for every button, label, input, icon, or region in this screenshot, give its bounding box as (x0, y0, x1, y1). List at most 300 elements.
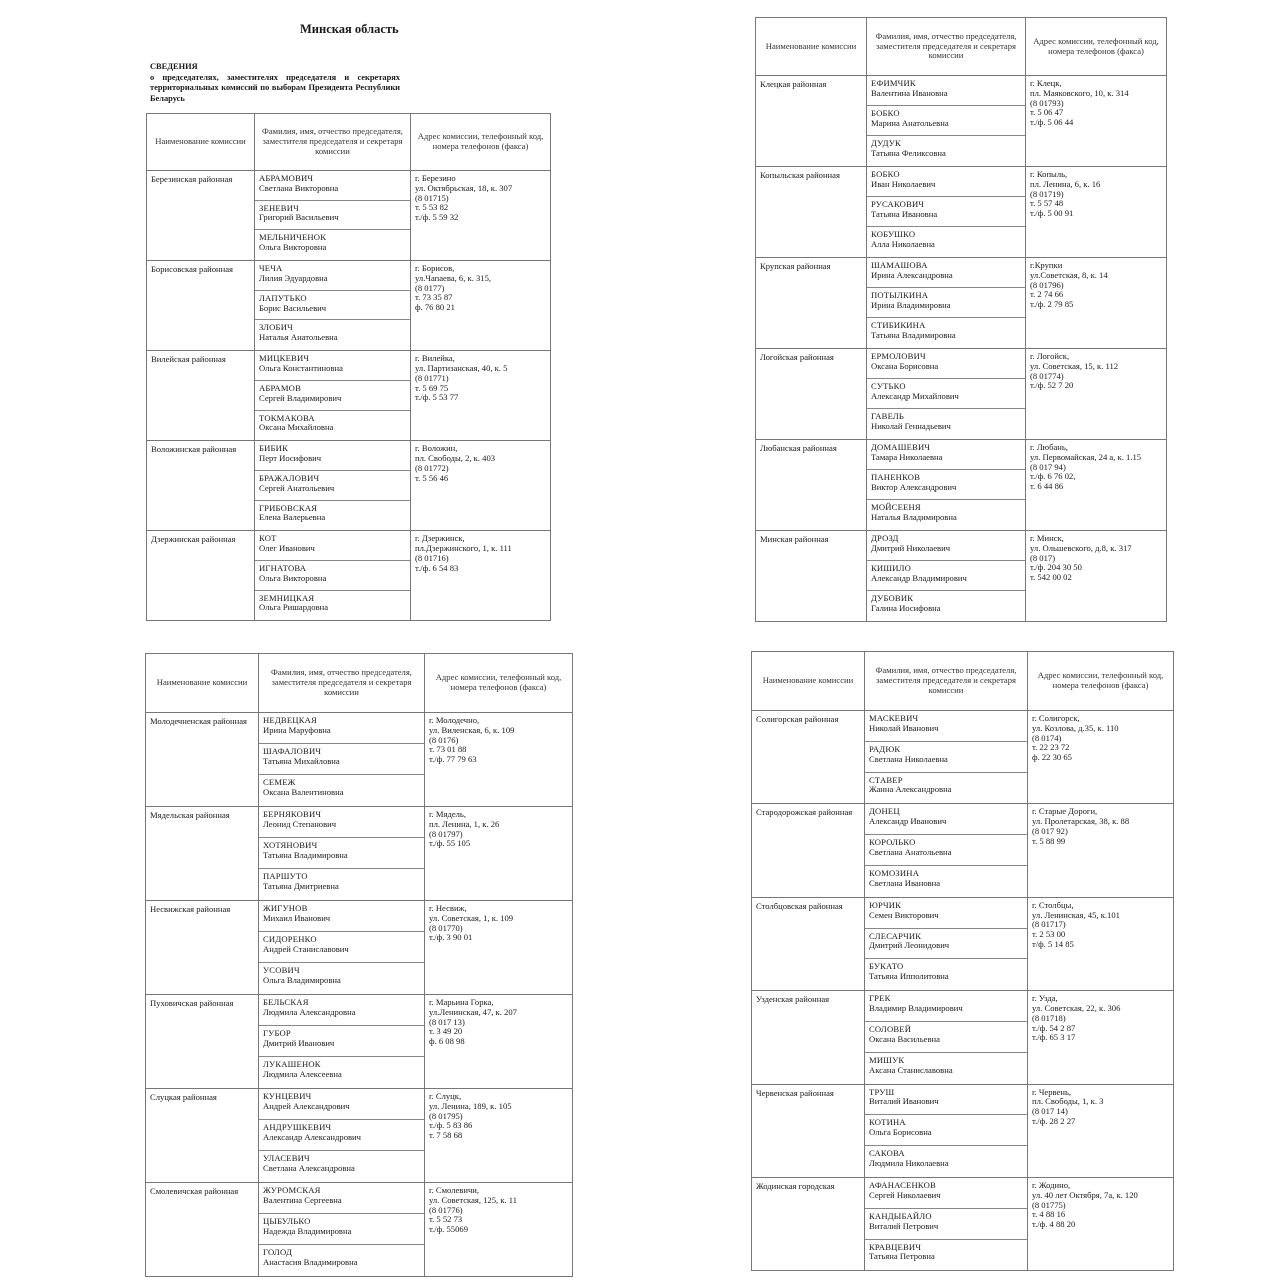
address-city: г. Узда, (1032, 993, 1058, 1004)
phone-number: т./ф. 3 90 01 (429, 932, 473, 943)
commission-address (425, 901, 573, 995)
address-city: г. Копыль, (1030, 169, 1068, 179)
header-commission-name: Наименование комиссии (756, 18, 867, 76)
commission-row (147, 441, 551, 531)
member-given-names: Ольга Борисовна (869, 1127, 932, 1138)
commission-row (752, 804, 1174, 897)
member-given-names: Наталья Владимировна (871, 511, 957, 522)
member-given-names: Елена Валерьевна (259, 512, 326, 523)
member-entry (259, 713, 424, 744)
member-given-names: Светлана Александровна (263, 1162, 355, 1173)
member-given-names: Марина Анатольевна (871, 117, 949, 128)
address-street: пл.Дзержинского, 1, к. 111 (415, 543, 512, 554)
commission-address (411, 531, 551, 621)
members-cell (255, 441, 411, 531)
phone-number: т. 7 58 68 (429, 1130, 463, 1141)
phone-number: т./ф. 55069 (429, 1224, 468, 1235)
member-surname: ГОЛОД (263, 1247, 293, 1257)
address-street: ул. Советская, 1, к. 109 (429, 912, 514, 923)
phone-number: т./ф. 5 83 86 (429, 1120, 473, 1131)
member-surname: РУСАКОВИЧ (871, 199, 925, 209)
member-surname: СОЛОВЕЙ (869, 1023, 912, 1034)
phone-number: т./ф. 6 54 83 (415, 562, 459, 573)
member-surname: МЕЛЬНИЧЕНОК (259, 232, 327, 243)
commission-address (1026, 258, 1167, 349)
address-street: ул. Советская, 15, к. 112 (1030, 360, 1119, 371)
phone-number: т./ф. 6 76 02, (1030, 471, 1076, 482)
member-given-names: Иван Николаевич (871, 178, 936, 189)
commission-name: Мядельская районная (146, 807, 259, 901)
member-entry (259, 1245, 424, 1276)
commission-name: Солигорская районная (752, 711, 865, 804)
member-surname: БОБКО (871, 169, 900, 179)
member-given-names: Виталий Иванович (869, 1096, 939, 1107)
address-street: пл. Ленина, 1, к. 26 (429, 818, 500, 829)
members-cell (259, 1089, 425, 1183)
member-surname: СЛЕСАРЧИК (869, 930, 922, 941)
phone-code: (8 01718) (1032, 1012, 1066, 1023)
member-surname: МАСКЕВИЧ (869, 713, 919, 723)
member-given-names: Сергей Николаевич (869, 1189, 941, 1200)
member-given-names: Татьяна Владимировна (263, 849, 348, 860)
phone-code: (8 01772) (415, 462, 449, 473)
phone-number: т. 5 53 82 (415, 202, 449, 213)
member-given-names: Оксана Михайловна (259, 422, 334, 433)
member-given-names: Светлана Викторовна (259, 182, 339, 193)
members-cell (255, 261, 411, 351)
commission-name: Минская районная (756, 531, 867, 622)
commission-address (425, 713, 573, 807)
members-cell (865, 897, 1028, 990)
member-given-names: Галина Иосифовна (871, 602, 941, 613)
member-entry (867, 197, 1025, 227)
member-given-names: Тамара Николаевна (871, 451, 943, 462)
member-entry (259, 932, 424, 963)
address-street: пл. Свободы, 2, к. 403 (415, 452, 496, 463)
member-surname: БОБКО (871, 108, 900, 118)
phone-number: т./ф. 5 59 32 (415, 212, 459, 223)
member-given-names: Татьяна Михайловна (263, 755, 340, 766)
commission-address (425, 1183, 573, 1277)
member-given-names: Ольга Викторовна (259, 242, 327, 253)
member-surname: БЕРНЯКОВИЧ (263, 809, 322, 819)
phone-number: т./ф. 2 79 85 (1030, 299, 1074, 310)
members-cell (259, 713, 425, 807)
header-members: Фамилия, имя, отчество председателя, заместителя председателя и секретаря комиссии (255, 114, 411, 171)
member-given-names: Оксана Валентиновна (263, 786, 344, 797)
panel-bottom-left (145, 653, 573, 1277)
panel-bottom-right (751, 651, 1174, 1271)
commission-address (1028, 711, 1174, 804)
address-city: г. Воложин, (415, 443, 458, 454)
phone-number: т. 542 00 02 (1030, 572, 1072, 583)
member-entry (865, 866, 1027, 897)
member-entry (259, 1089, 424, 1120)
phone-code: (8 01770) (429, 922, 463, 933)
member-entry (255, 381, 410, 411)
member-entry (259, 1057, 424, 1088)
member-surname: ДРОЗД (871, 533, 899, 543)
member-entry (259, 807, 424, 838)
member-surname: КОТИНА (869, 1117, 906, 1128)
member-surname: ИГНАТОВА (259, 562, 307, 573)
member-surname: АНДРУШКЕВИЧ (263, 1122, 332, 1132)
address-city: г. Логойск, (1030, 351, 1070, 361)
commission-row (147, 261, 551, 351)
members-cell (259, 995, 425, 1089)
member-given-names: Светлана Ивановна (869, 877, 941, 888)
header-address: Адрес комиссии, телефонный код, номера телефонов (факса) (1028, 652, 1174, 711)
address-city: г. Любань, (1030, 442, 1068, 452)
member-surname: ГАВЕЛЬ (871, 411, 905, 421)
phone-number: т./ф. 54 2 87 (1032, 1022, 1076, 1033)
phone-number: т. 73 01 88 (429, 744, 467, 755)
commission-address (411, 351, 551, 441)
member-entry (867, 409, 1025, 439)
commission-row (146, 995, 573, 1089)
members-cell (865, 1177, 1028, 1270)
member-given-names: Оксана Борисовна (871, 360, 939, 371)
member-entry (259, 901, 424, 932)
commission-name: Дзержинская районная (147, 531, 255, 621)
member-entry (865, 1022, 1027, 1053)
member-entry (867, 106, 1025, 136)
member-entry (867, 349, 1025, 379)
member-surname: ЦЫБУЛЬКО (263, 1216, 311, 1226)
member-entry (865, 898, 1027, 929)
phone-code: (8 0177) (415, 282, 445, 293)
member-given-names: Татьяна Петровна (869, 1251, 935, 1262)
address-street: ул. Ленина, 189, к. 105 (429, 1100, 512, 1111)
commission-name: Крупская районная (756, 258, 867, 349)
address-city: г. Вилейка, (415, 353, 455, 364)
commission-address (1028, 804, 1174, 897)
address-city: г. Солигорск, (1032, 713, 1080, 723)
header-address: Адрес комиссии, телефонный код, номера телефонов (факса) (411, 114, 551, 171)
address-street: ул. Виленская, 6, к. 109 (429, 724, 515, 735)
phone-code: (8 017 94) (1030, 461, 1066, 472)
commissions-table (145, 653, 573, 1277)
commission-address (411, 441, 551, 531)
commission-row (756, 258, 1167, 349)
member-surname: МОЙСЕЕНЯ (871, 502, 921, 512)
member-entry (255, 411, 410, 441)
member-surname: ТОКМАКОВА (259, 412, 315, 423)
member-surname: ЖИГУНОВ (263, 903, 308, 913)
commission-row (752, 897, 1174, 990)
address-city: г. Борисов, (415, 263, 455, 274)
address-city: г. Старые Дороги, (1032, 806, 1098, 817)
phone-number: т./ф. 28 2 27 (1032, 1115, 1076, 1126)
member-given-names: Ольга Ришардовна (259, 602, 329, 613)
member-surname: КОТ (259, 533, 277, 544)
phone-number: ф. 76 80 21 (415, 302, 455, 313)
address-city: г. Марьина Горка, (429, 997, 494, 1007)
member-surname: ДОМАШЕВИЧ (871, 442, 931, 452)
commission-row (752, 991, 1174, 1084)
address-city: г. Дзержинск, (415, 533, 465, 544)
address-city: г. Березино (415, 173, 456, 183)
member-surname: БУКАТО (869, 961, 904, 972)
member-given-names: Жанна Александровна (869, 784, 952, 795)
commissions-table (755, 17, 1167, 622)
member-given-names: Людмила Александровна (263, 1006, 356, 1017)
commission-name: Стародорожская районная (752, 804, 865, 897)
member-given-names: Ольга Викторовна (259, 572, 327, 583)
header-address: Адрес комиссии, телефонный код, номера телефонов (факса) (1026, 18, 1167, 76)
commission-name: Молодечненская районная (146, 713, 259, 807)
member-given-names: Андрей Александрович (263, 1100, 350, 1111)
member-surname: КИШИЛО (871, 563, 912, 573)
members-cell (867, 531, 1026, 622)
member-entry (259, 963, 424, 994)
phone-number: т./ф. 4 88 20 (1032, 1219, 1076, 1230)
phone-code: (8 017 92) (1032, 825, 1068, 836)
member-given-names: Валентина Ивановна (871, 87, 948, 98)
phone-number: т./ф. 52 7 20 (1030, 380, 1074, 391)
commission-address (1026, 440, 1167, 531)
member-entry (867, 136, 1025, 166)
member-given-names: Татьяна Ипполитовна (869, 971, 949, 982)
phone-number: т./ф. 65 3 17 (1032, 1032, 1076, 1043)
panel-top-left (146, 113, 551, 621)
member-entry (865, 1178, 1027, 1209)
header-commission-name: Наименование комиссии (147, 114, 255, 171)
member-surname: АФАНАСЕНКОВ (869, 1179, 936, 1190)
member-surname: МИШУК (869, 1054, 905, 1065)
commission-row (146, 901, 573, 995)
commission-name: Смолевичская районная (146, 1183, 259, 1277)
address-street: пл. Маяковского, 10, к. 314 (1030, 87, 1129, 98)
phone-number: т. 5 57 48 (1030, 198, 1064, 209)
member-surname: АБРАМОВ (259, 382, 302, 393)
member-entry (259, 1026, 424, 1057)
address-city: г. Молодечно, (429, 715, 480, 725)
members-cell (259, 807, 425, 901)
member-given-names: Григорий Васильевич (259, 212, 339, 223)
commission-row (756, 440, 1167, 531)
commission-address (411, 261, 551, 351)
member-entry (865, 711, 1027, 742)
phone-number: т. 5 56 46 (415, 472, 449, 483)
member-surname: КАНДЫБАЙЛО (869, 1210, 932, 1221)
member-given-names: Александр Иванович (869, 816, 947, 827)
commission-row (146, 713, 573, 807)
commission-row (146, 1089, 573, 1183)
member-surname: АБРАМОВИЧ (259, 173, 314, 183)
member-entry (865, 1115, 1027, 1146)
phone-code: (8 01771) (415, 372, 449, 383)
member-surname: КОМОЗИНА (869, 867, 920, 878)
member-surname: ДУДУК (871, 138, 901, 148)
commission-name: Копыльская районная (756, 167, 867, 258)
commission-address (1026, 76, 1167, 167)
member-given-names: Светлана Николаевна (869, 753, 948, 764)
commission-name: Слуцкая районная (146, 1089, 259, 1183)
phone-number: т./ф. 5 53 77 (415, 392, 459, 403)
member-given-names: Дмитрий Николаевич (871, 542, 951, 553)
member-entry (255, 501, 410, 531)
phone-code: (8 01717) (1032, 919, 1066, 930)
member-surname: ПОТЫЛКИНА (871, 290, 929, 300)
member-given-names: Дмитрий Леонидович (869, 940, 950, 951)
member-given-names: Борис Васильевич (259, 302, 327, 313)
commission-address (1026, 167, 1167, 258)
member-entry (865, 835, 1027, 866)
member-surname: КУНЦЕВИЧ (263, 1091, 312, 1101)
member-given-names: Ольга Константиновна (259, 362, 343, 373)
commission-name: Любанская районная (756, 440, 867, 531)
phone-number: т. 5 88 99 (1032, 835, 1066, 846)
member-entry (255, 230, 410, 260)
address-street: ул. Ольшевского, д.8, к. 317 (1030, 542, 1132, 553)
document-title: Минская область (300, 22, 399, 36)
phone-code: (8 01719) (1030, 188, 1064, 199)
member-surname: РАДЮК (869, 743, 901, 754)
members-cell (865, 1084, 1028, 1177)
member-entry (867, 288, 1025, 318)
commission-name: Вилейская районная (147, 351, 255, 441)
member-entry (865, 1209, 1027, 1240)
phone-number: т/ф. 5 14 85 (1032, 938, 1074, 949)
member-given-names: Ирина Александровна (871, 269, 953, 280)
address-city: г. Мядель, (429, 809, 466, 819)
member-surname: ПАРШУТО (263, 871, 308, 881)
member-entry (255, 351, 410, 381)
member-surname: ЗЕНЕВИЧ (259, 202, 299, 213)
member-entry (255, 261, 410, 291)
member-surname: СИДОРЕНКО (263, 934, 317, 944)
address-city: г. Минск, (1030, 533, 1064, 543)
member-surname: ГУБОР (263, 1028, 291, 1038)
member-given-names: Лилия Эдуардовна (259, 272, 328, 283)
commission-row (146, 807, 573, 901)
member-entry (867, 379, 1025, 409)
address-street: ул. Советская, 125, к. 11 (429, 1194, 518, 1205)
commission-address (1028, 991, 1174, 1084)
commissions-table (751, 651, 1174, 1271)
phone-code: (8 01715) (415, 192, 449, 203)
commission-address (1026, 349, 1167, 440)
member-surname: ХОТЯНОВИЧ (263, 840, 318, 850)
member-surname: УЛАСЕВИЧ (263, 1153, 310, 1163)
phone-number: т. 6 44 86 (1030, 481, 1064, 492)
phone-code: (8 01795) (429, 1110, 463, 1121)
members-cell (865, 711, 1028, 804)
commission-address (425, 1089, 573, 1183)
address-street: ул.Советская, 8, к. 14 (1030, 269, 1108, 280)
member-entry (259, 869, 424, 900)
member-surname: ПАНЕНКОВ (871, 472, 921, 482)
member-surname: ЮРЧИК (869, 899, 902, 910)
members-cell (259, 901, 425, 995)
member-surname: ГРИБОВСКАЯ (259, 502, 318, 513)
member-entry (255, 201, 410, 231)
address-city: г. Смолевичи, (429, 1185, 480, 1195)
address-city: г. Столбцы, (1032, 899, 1074, 910)
member-given-names: Александр Михайлович (871, 390, 959, 401)
member-entry (867, 561, 1025, 591)
member-given-names: Виталий Петрович (869, 1220, 939, 1231)
member-entry (867, 531, 1025, 561)
member-surname: ЛУКАШЕНОК (263, 1059, 321, 1069)
address-city: г. Слуцк, (429, 1091, 462, 1101)
member-given-names: Николай Иванович (869, 722, 939, 733)
commission-name: Березинская районная (147, 171, 255, 261)
member-given-names: Сергей Владимирович (259, 392, 342, 403)
member-given-names: Александр Владимирович (871, 572, 967, 583)
members-cell (867, 440, 1026, 531)
member-given-names: Анастасия Владимировна (263, 1256, 358, 1267)
address-street: ул. Первомайская, 24 а, к. 1.15 (1030, 451, 1142, 462)
phone-number: т. 73 35 87 (415, 292, 453, 303)
member-surname: САКОВА (869, 1148, 905, 1159)
member-surname: ЛАПУТЬКО (259, 292, 307, 303)
commission-name: Клецкая районная (756, 76, 867, 167)
phone-code: (8 01793) (1030, 97, 1064, 108)
commission-row (752, 1177, 1174, 1270)
header-address: Адрес комиссии, телефонный код, номера телефонов (факса) (425, 654, 573, 713)
member-entry (867, 318, 1025, 348)
member-entry (255, 441, 410, 471)
commission-row (756, 531, 1167, 622)
member-entry (865, 804, 1027, 835)
member-surname: БРАЖАЛОВИЧ (259, 472, 320, 483)
address-street: ул. Советская, 22, к. 306 (1032, 1002, 1121, 1013)
member-entry (259, 744, 424, 775)
member-surname: ЖУРОМСКАЯ (263, 1185, 321, 1195)
commissions-table (146, 113, 551, 621)
intro-text: о председателях, заместителях председателя и секретарях территориальных комиссий по выборам Президента Республики Беларусь (150, 72, 400, 103)
member-surname: НЕДВЕЦКАЯ (263, 715, 317, 725)
commission-name: Борисовская районная (147, 261, 255, 351)
member-surname: МИЦКЕВИЧ (259, 353, 310, 364)
member-entry (867, 258, 1025, 288)
member-given-names: Валентина Сергеевна (263, 1194, 342, 1205)
member-surname: УСОВИЧ (263, 965, 300, 975)
member-surname: ЧЕЧА (259, 263, 283, 274)
member-entry (259, 1151, 424, 1182)
phone-code: (8 01774) (1030, 370, 1064, 381)
member-surname: ДУБОВИК (871, 593, 914, 603)
member-given-names: Светлана Анатольевна (869, 846, 952, 857)
member-given-names: Владимир Владимирович (869, 1002, 963, 1013)
intro-heading: СВЕДЕНИЯ (150, 62, 198, 71)
member-given-names: Надежда Владимировна (263, 1225, 352, 1236)
member-given-names: Татьяна Ивановна (871, 208, 938, 219)
header-members: Фамилия, имя, отчество председателя, заместителя председателя и секретаря комиссии (867, 18, 1026, 76)
member-given-names: Алла Николаевна (871, 238, 935, 249)
member-surname: БЕЛЬСКАЯ (263, 997, 309, 1007)
address-street: ул. 40 лет Октября, 7а, к. 120 (1032, 1189, 1138, 1200)
commission-address (1028, 1177, 1174, 1270)
member-given-names: Ирина Владимировна (871, 299, 951, 310)
commission-name: Жодинская городская (752, 1177, 865, 1270)
member-surname: КРАВЦЕВИЧ (869, 1241, 922, 1252)
member-surname: БИБИК (259, 443, 289, 454)
address-street: ул. Пролетарская, 38, к. 88 (1032, 816, 1130, 827)
commission-row (147, 171, 551, 261)
member-surname: ЗЛОБИЧ (259, 322, 293, 333)
member-entry (867, 227, 1025, 257)
members-cell (255, 351, 411, 441)
member-given-names: Ирина Маруфовна (263, 724, 331, 735)
members-cell (867, 167, 1026, 258)
member-entry (255, 561, 410, 591)
phone-number: т. 2 53 00 (1032, 929, 1066, 940)
member-entry (865, 929, 1027, 960)
member-entry (865, 1053, 1027, 1084)
